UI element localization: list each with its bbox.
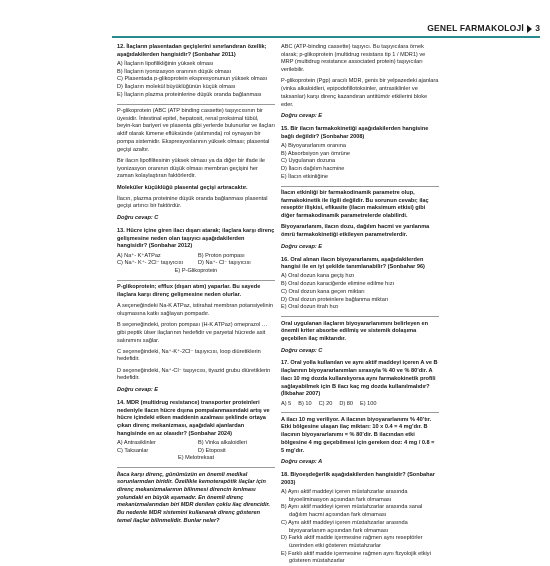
explanation-paragraph: İlaca karşı direnç, günümüzün en önemli medikal sorunlarından biridir. Özellikle kemoterapötik ilaçlar için direnç mekanizmalarının bilinmesi direncin kırılması yolundaki en büyük aşamadır. En önemli direnç mekanizmalarından biri MDR denilen çoklu ilaç direncidir. Bu nedenle MDR sistemini kullanarak direnç gösteren temel ilaçlar bilinmelidir. Bunlar neler? xyxy=(117,471,270,524)
divider xyxy=(117,467,275,468)
explanation-paragraph: A ilacı 10 mg veriliyor. A ilacının biyoyararlanımı % 40’tır. Etki bölgesine ulaşan ilaç miktarı: 10 x 0.4 = 4 mg’dır. B ilacının biyoyararlanımı = % 80’dir. B ilacından etki bölgesine 4 mg geçebilmesi için gereken doz: 4 mg / 0.8 = 5 mg’dır. xyxy=(281,416,435,454)
option-b: B) 10 xyxy=(298,400,312,407)
option-b: B) Proton pompası xyxy=(198,252,245,259)
option-c: C) Plasentada p-glikoprotein ekspresyonunun yüksek olması xyxy=(117,76,268,83)
answer-label: Doğru cevap: A xyxy=(281,459,323,466)
explanation-paragraph: İlacın, plazma proteinine düşük oranda bağlanması plasental geçişi artırıcı bir faktördür. xyxy=(117,195,268,210)
explanation-paragraph: Bir ilacın lipofilitesinin yüksek olması ya da diğer bir ifade ile iyonizasyon oranının düşük olması membran geçişini her zaman kolaylaştıran faktörlerdir. xyxy=(117,157,265,180)
explanation-paragraph: Biyoyararlanım, ilacın dozu, dağılım hacmi ve yarılanma ömrü farmakokinetiği etkileyen parametrelerdir. xyxy=(281,224,430,239)
header-title: GENEL FARMAKOLOJİ xyxy=(427,23,524,33)
option-d: D) Oral dozun proteinlere bağlanma miktarı xyxy=(281,296,389,303)
divider xyxy=(281,186,439,187)
option-b: B) Absorbsiyon yarı ömrüne xyxy=(281,150,351,157)
explanation-paragraph: ABC (ATP-binding cassette) taşıyıcı. Bu taşıyıcılara örnek olarak; p-glikoprotein (multidrug resistans tip 1 / MDR1) ve MRP (multidrug resistance associated protein) taşıyıcıları verilebilir. xyxy=(281,44,426,74)
option-d: D) 80 xyxy=(339,400,354,407)
left-column xyxy=(117,44,275,526)
option-d: D) İlacın dağılım hacmine xyxy=(281,166,345,173)
option-e: E) Oral dozun itrah hızı xyxy=(281,304,339,311)
option-a: A) İlaçların lipofilikliğinin yüksek olması xyxy=(117,60,214,67)
page-number: 3 xyxy=(535,23,540,33)
option-e: E) İlacın etkinliğine xyxy=(281,173,328,180)
option-d: D) Etoposit xyxy=(198,447,226,454)
option-b: B) Aynı aktif maddeyi içeren müstahzarlar arasında sanal dağılım hacmi açısından fark olmaması xyxy=(281,504,423,519)
option-a: A) Oral dozun kana geçiş hızı xyxy=(281,273,355,280)
divider xyxy=(281,316,439,317)
option-c: C) Oral dozun kana geçen miktarı xyxy=(281,288,365,295)
option-c: C) Na⁺- K⁺- 2Cl⁻ taşıyıcısı xyxy=(117,260,184,267)
answer-label: Doğru cevap: E xyxy=(117,387,159,394)
question-17-options xyxy=(281,401,439,409)
answer-label: Doğru cevap: E xyxy=(281,113,323,120)
option-b: B) İlaçların iyonizasyon oranının düşük olması xyxy=(117,68,232,75)
question-12: 12. İlaçların plasentadan geçişlerini sınırlandıran özellik; aşağıdakilerden hangisidir? (Sonbahar 2011) xyxy=(117,44,267,58)
question-18: 18. Biyoeşdeğerlik aşağıdakilerden hangisidir? (Sonbahar 2003) xyxy=(281,472,435,486)
option-e: E) İlaçların plazma proteinlerine düşük oranda bağlanması xyxy=(117,91,262,98)
option-c: C) Uygulanan dozuna xyxy=(281,158,336,165)
explanation-paragraph: P-glikoprotein (Pgp) aracılı MDR, genis bir yelpazedeki ajanlara (vinka alkaloidleri, epipodofillotoksinler, antrasiklinler ve taksanlar) karşı direnç kazandıran antitümör etkilerini bloke eder. xyxy=(281,78,439,108)
option-e: E) 100 xyxy=(360,400,377,407)
question-16: 16. Oral alınan ilacın biyoyararlanımı, aşağıdakilerden hangisi ile en iyi şekilde tanımlanabilir? (Sonbahar 96) xyxy=(281,256,425,271)
question-17: 17. Oral yolla kullanılan ve aynı aktif maddeyi içeren A ve B ilaçlarının biyoyararlanımları sırasıyla % 40 ve % 80’dir. A ilacı 10 mg dozda kullanılıyorsa aynı farmakokinetik profili sağlayabilmek için B ilacı kaç mg dozda kullanılmalıdır? (İlkbahar 2007) xyxy=(281,360,438,398)
option-b: B) Oral dozun karaciğerde elimine edilme hızı xyxy=(281,281,395,288)
option-a: A) 5 xyxy=(281,400,292,407)
question-12-options xyxy=(117,61,275,100)
page-header xyxy=(112,22,540,38)
question-16-options xyxy=(281,273,439,312)
option-a: A) Biyoyararlanım oranına xyxy=(281,142,346,149)
explanation-paragraph: D seçeneğindeki, Na⁺-Cl⁻ taşıyıcısı, tiyazid grubu diüretiklerin hedefidir. xyxy=(117,367,271,382)
explanation-paragraph: Moleküler küçüklüğü plasental geçişi artıracaktır. xyxy=(117,184,248,191)
option-d: D) İlaçların molekül büyüklüğünün küçük olması xyxy=(117,84,236,91)
question-14: 14. MDR (multidrug resistance) transporter proteinleri nedeniyle ilacın hücre dışına pompalanmasındaki artış ve hücre içindeki etken maddenin azalması şeklinde ortaya çıkan direnç mekanizması, aşağıdaki ajanlardan hangisinde en az olasıdır? (Sonbahar 2024) xyxy=(117,399,270,437)
triangle-right-icon xyxy=(527,25,532,33)
explanation-paragraph: C seçeneğindeki, Na⁺-K⁺-2Cl⁻ taşıyıcısı, loop diüretiklerin hedefidir. xyxy=(117,348,261,363)
explanation-paragraph: P-glikoprotein (ABC (ATP binding cassette) taşıyıcısının bir üyesidir. İntestinal epitel, hepatosit, renal proksimal tübül, beyin-kan bariyeri ve plasenta gibi yerlerde bulunurlar ve ilaçları aktif olarak lümene eflüksünde (atılımında) rol oynayan bir pompa sistemidir. Ekspresyonlarının yüksek olması; plasental geçişi azaltır. xyxy=(117,108,275,153)
option-a: A) Na⁺- K⁺ATPaz xyxy=(117,252,161,259)
question-13: 13. Hücre içine giren ilacı dışarı atarak; ilaçlara karşı direnç gelişmesine neden olan taşıyıcı aşağıdakilerden hangisidir? (Sonbahar 2012) xyxy=(117,227,275,250)
option-e: E) Farklı aktif madde içermesine rağmen aynı fizyolojik etkiyi gösteren müstahzarlar xyxy=(281,550,431,565)
option-e: E) Melotreksat xyxy=(177,455,215,462)
option-d: D) Na⁺- Cl⁻ taşıyıcısı xyxy=(198,260,251,267)
explanation-paragraph: Oral uygulanan ilaçların biyoyararlanımını belirleyen en önemli kriter absorbe edilmiş ve sistemik dolaşıma geçebilen ilaç miktarıdır. xyxy=(281,320,429,342)
option-b: B) Vinka alkaloidleri xyxy=(198,439,248,446)
right-column xyxy=(281,44,439,566)
option-c: C) 20 xyxy=(318,400,333,407)
question-18-options xyxy=(281,489,439,566)
explanation-paragraph: İlacın etkinliği bir farmakodinamik parametre olup, farmakokinetik ile ilgili değildir. Bu sorunun cevabı; ilaç reseptör ilişkisi, efikasite (ilacın maksimum etkisi) gibi diğer farmakodinamik parametrelerde olabilirdi. xyxy=(281,190,429,220)
divider xyxy=(117,104,275,105)
option-a: A) Antrasiklinler xyxy=(117,439,156,446)
answer-label: Doğru cevap: C xyxy=(117,215,159,222)
option-a: A) Aynı aktif maddeyi içeren müstahzarlar arasında biyoeliminasyon açısından fark olmaması xyxy=(281,489,408,503)
option-c: C) Aynı aktif maddeyi içeren müstahzarlar arasında biyoyararlanım açısından fark olmaması xyxy=(281,519,408,534)
question-14-options xyxy=(117,440,275,463)
explanation-paragraph: P-glikoprotein; efflux (dışarı atım) yaparlar. Bu sayede ilaçlara karşı direnç gelişmesine neden olurlar. xyxy=(117,284,261,298)
question-15: 15. Bir ilacın farmakokinetiği aşağıdakilerden hangisine bağlı değildir? (Sonbahar 2008) xyxy=(281,125,429,140)
question-13-options xyxy=(117,253,275,276)
divider xyxy=(281,412,439,413)
option-d: D) Farklı aktif madde içermesine rağmen aynı reseptörler üzerinden etki gösteren müstahzarlar xyxy=(281,535,423,550)
explanation-paragraph: B seçeneğindeki, proton pompası (H-K ATPaz) omeprazol … gibi peptik ülser ilaçlarının hedefidir ve paryetal hücrede asit salınımını sağlar. xyxy=(117,322,268,344)
answer-label: Doğru cevap: E xyxy=(281,243,323,250)
question-15-options xyxy=(281,143,439,182)
option-e: E) P-Glikoprotein xyxy=(174,267,218,274)
divider xyxy=(117,280,275,281)
explanation-paragraph: A seçeneğindeki Na-K ATPaz, istirahat membran potansiyelinin oluşmasına katkı sağlayan pompadır. xyxy=(117,303,273,317)
answer-label: Doğru cevap: C xyxy=(281,347,323,354)
option-c: C) Taksanlar xyxy=(117,447,149,454)
